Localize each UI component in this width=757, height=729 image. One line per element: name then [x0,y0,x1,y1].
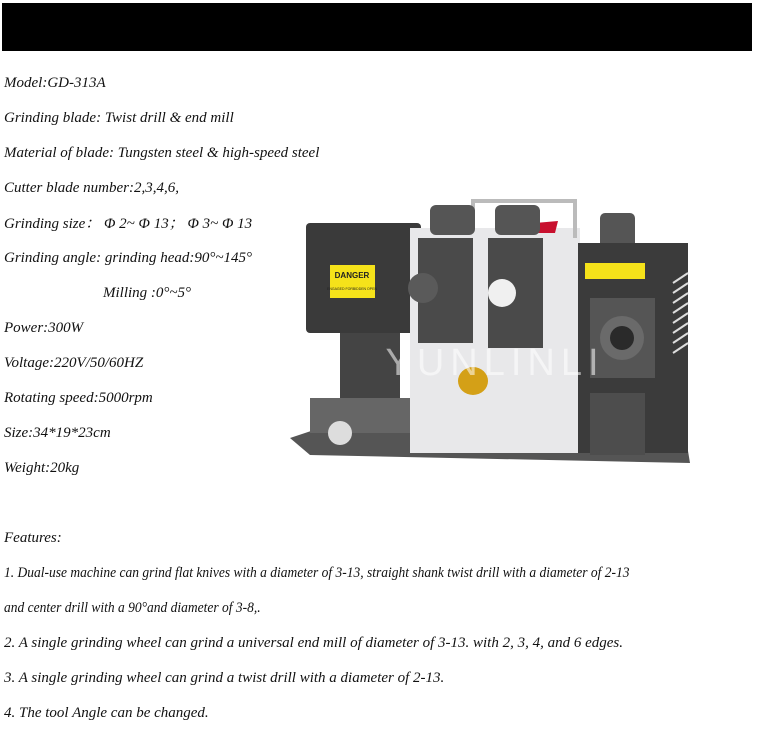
feature-3: 3. A single grinding wheel can grind a twist drill with a diameter of 2-13. [4,670,445,686]
spec-power: Power:300W [4,320,84,336]
spec-grinding-blade: Grinding blade: Twist drill & end mill [4,110,234,126]
feature-4: 4. The tool Angle can be changed. [4,705,209,721]
spec-size: Size:34*19*23cm [4,425,111,441]
danger-text: DANGER [334,271,370,280]
spec-material: Material of blade: Tungsten steel & high-speed steel [4,145,320,161]
feature-1-cont: and center drill with a 90°and diameter of 3-8,. [4,600,261,616]
product-image-grinder [290,193,700,483]
spec-cutter-number: Cutter blade number:2,3,4,6, [4,180,179,196]
danger-label [330,265,375,298]
danger-subtext: ENGAGED FORBIDDEN OPEN [327,287,377,291]
spec-grinding-size: Grinding size： Φ 2~ Φ 13； Φ 3~ Φ 13 [4,216,253,232]
watermark: YUNLINLI [385,342,605,384]
spec-speed: Rotating speed:5000rpm [4,390,153,406]
spec-grinding-angle: Grinding angle: grinding head:90°~145° [4,250,253,266]
header-banner [2,3,752,51]
features-title: Features: [4,530,62,546]
feature-2: 2. A single grinding wheel can grind a universal end mill of diameter of 3-13. with 2, 3, 4, and 6 edges. [4,635,623,651]
spec-model: Model:GD-313A [4,75,106,91]
spec-voltage: Voltage:220V/50/60HZ [4,355,144,371]
spec-weight: Weight:20kg [4,460,80,476]
feature-1: 1. Dual-use machine can grind flat knives with a diameter of 3-13, straight shank twist drill with a diameter of 2-13 [4,565,630,581]
spec-milling-angle: Milling :0°~5° [103,285,192,301]
